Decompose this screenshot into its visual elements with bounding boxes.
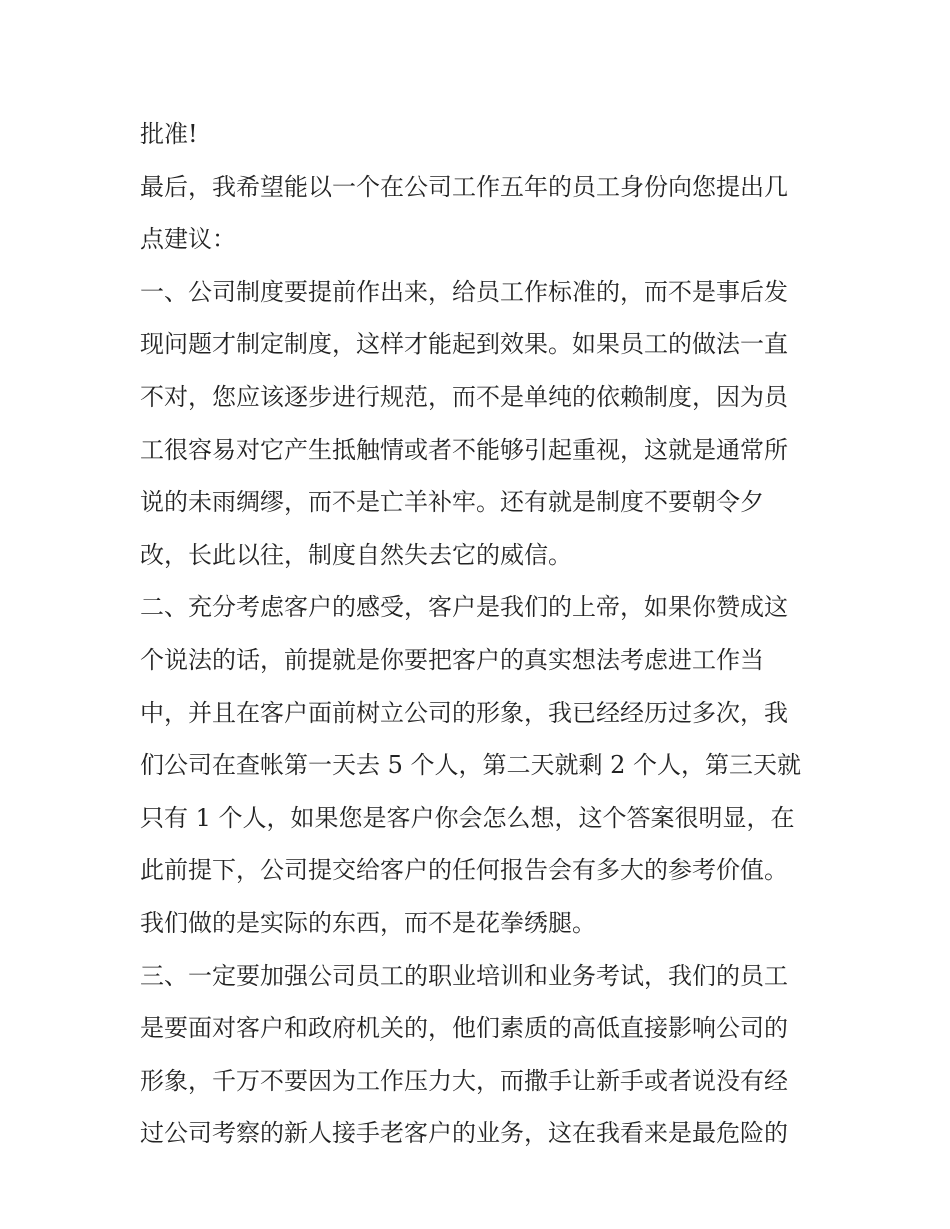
text-line-1: 批准! — [140, 120, 198, 148]
text-line-12: 中，并且在客户面前树立公司的形象，我已经经历过多次，我 — [140, 698, 788, 727]
text-line-16: 我们做的是实际的东西，而不是花拳绣腿。 — [140, 908, 596, 937]
text-line-15: 此前提下，公司提交给客户的任何报告会有多大的参考价值。 — [140, 856, 788, 885]
text-line-19: 形象，千万不要因为工作压力大，而撒手让新手或者说没有经 — [140, 1066, 788, 1095]
text-line-18: 是要面对客户和政府机关的，他们素质的高低直接影响公司的 — [140, 1014, 788, 1043]
text-line-13: 们公司在查帐第一天去 5 个人，第二天就剩 2 个人，第三天就 — [140, 751, 802, 780]
document-body — [140, 108, 820, 1160]
text-line-2: 最后，我希望能以一个在公司工作五年的员工身份向您提出几 — [140, 172, 788, 201]
text-line-11: 个说法的话，前提就是你要把客户的真实想法考虑进工作当 — [140, 645, 764, 674]
text-line-14: 只有 1 个人，如果您是客户你会怎么想，这个答案很明显，在 — [140, 803, 795, 832]
text-line-20: 过公司考察的新人接手老客户的业务，这在我看来是最危险的 — [140, 1119, 788, 1148]
text-line-8: 说的未雨绸缪，而不是亡羊补牢。还有就是制度不要朝令夕 — [140, 488, 764, 517]
text-line-4: 一、公司制度要提前作出来，给员工作标准的，而不是事后发 — [140, 277, 788, 306]
text-line-6: 不对，您应该逐步进行规范，而不是单纯的依赖制度，因为员 — [140, 382, 788, 411]
text-line-5: 现问题才制定制度，这样才能起到效果。如果员工的做法一直 — [140, 330, 788, 359]
text-line-10: 二、充分考虑客户的感受，客户是我们的上帝，如果你赞成这 — [140, 593, 788, 622]
text-line-7: 工很容易对它产生抵触情或者不能够引起重视，这就是通常所 — [140, 435, 788, 464]
text-line-17: 三、一定要加强公司员工的职业培训和业务考试，我们的员工 — [140, 961, 788, 990]
text-line-3: 点建议： — [140, 225, 236, 254]
text-line-9: 改，长此以往，制度自然失去它的威信。 — [140, 540, 572, 569]
